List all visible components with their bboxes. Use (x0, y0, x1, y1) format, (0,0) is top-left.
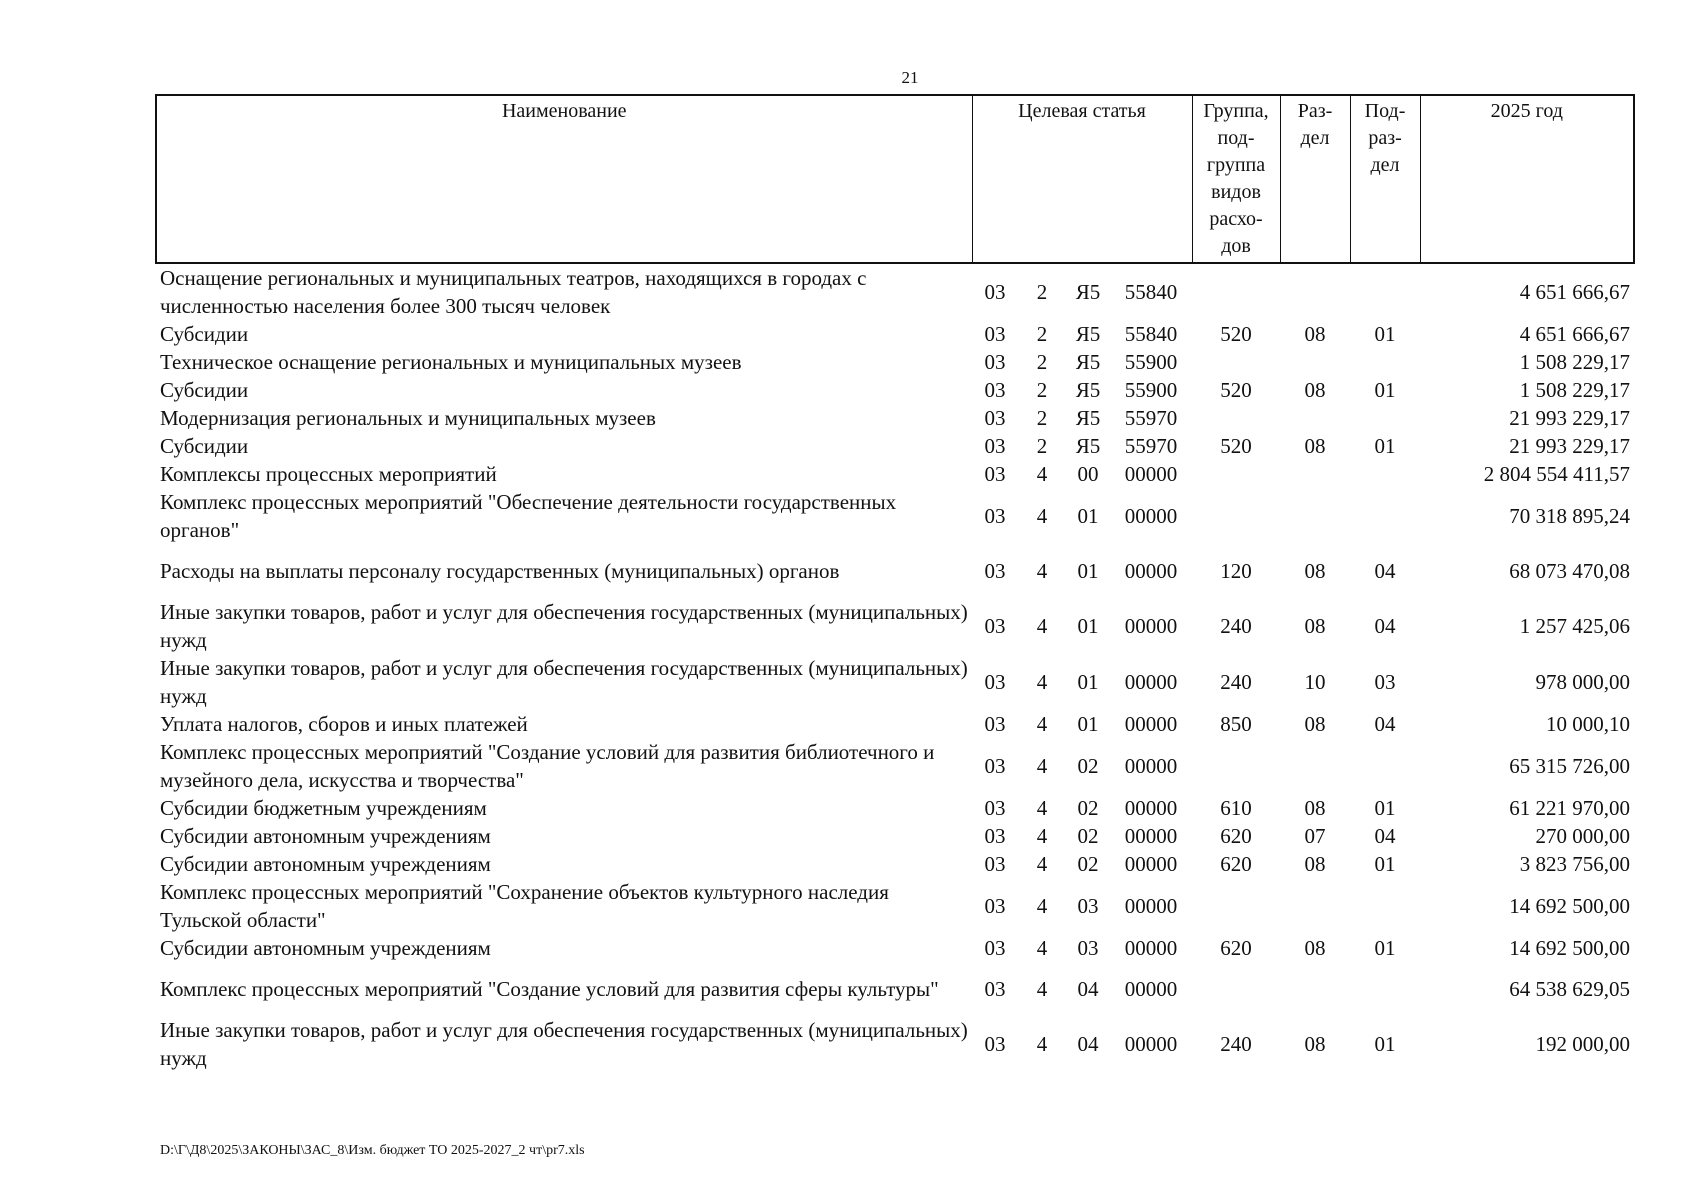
row-expense-group (1192, 962, 1280, 1016)
row-target-direction: 00000 (1124, 852, 1178, 876)
row-section: 08 (1304, 1032, 1326, 1056)
row-subsection: 04 (1374, 614, 1396, 638)
row-target-project: Я5 (1075, 378, 1101, 402)
row-target-project: 01 (1077, 559, 1099, 583)
row-subsection: 04 (1374, 712, 1396, 736)
row-subsection: 04 (1374, 824, 1396, 848)
row-section: 08 (1304, 614, 1326, 638)
row-name: Комплекс процессных мероприятий "Создание условий для развития сферы культуры" (160, 977, 939, 1001)
table-row (156, 1016, 1634, 1072)
row-subsection: 04 (1374, 559, 1396, 583)
row-section: 08 (1304, 796, 1326, 820)
table-row (156, 460, 1634, 488)
row-name: Иные закупки товаров, работ и услуг для обеспечения государственных (муниципальных) нужд (160, 600, 968, 652)
row-name: Иные закупки товаров, работ и услуг для обеспечения государственных (муниципальных) нужд (160, 656, 968, 708)
header-year: 2025 год (1420, 95, 1634, 263)
row-target-direction: 55840 (1124, 322, 1178, 346)
row-target-subprogram: 2 (1036, 434, 1048, 458)
table-row (156, 544, 1634, 598)
row-amount: 70 318 895,24 (1509, 504, 1631, 528)
row-target-subprogram: 4 (1036, 936, 1048, 960)
row-target-project: 01 (1077, 504, 1099, 528)
row-expense-group: 240 (1220, 1032, 1252, 1056)
row-target-direction: 00000 (1124, 796, 1178, 820)
row-amount: 21 993 229,17 (1509, 406, 1631, 430)
table-row (156, 376, 1634, 404)
row-target-project: Я5 (1075, 280, 1101, 304)
row-subsection (1350, 348, 1420, 376)
row-target-program: 03 (984, 462, 1006, 486)
row-section: 10 (1304, 670, 1326, 694)
row-name: Субсидии автономным учреждениям (160, 852, 491, 876)
row-target-project: 03 (1077, 936, 1099, 960)
budget-table (155, 94, 1635, 1072)
row-amount: 3 823 756,00 (1519, 852, 1631, 876)
row-target-project: 01 (1077, 712, 1099, 736)
row-target-direction: 00000 (1124, 670, 1178, 694)
row-amount: 14 692 500,00 (1509, 936, 1631, 960)
row-target-subprogram: 2 (1036, 350, 1048, 374)
row-target-project: Я5 (1075, 406, 1101, 430)
row-section (1280, 488, 1350, 544)
row-target-project: 04 (1077, 977, 1099, 1001)
row-subsection (1350, 738, 1420, 794)
table-row (156, 878, 1634, 934)
row-target-project: 00 (1077, 462, 1099, 486)
row-target-program: 03 (984, 1032, 1006, 1056)
row-section: 08 (1304, 852, 1326, 876)
row-subsection (1350, 878, 1420, 934)
row-subsection (1350, 488, 1420, 544)
table-row (156, 794, 1634, 822)
row-target-program: 03 (984, 378, 1006, 402)
header-target: Целевая статья (972, 95, 1192, 263)
row-name: Комплекс процессных мероприятий "Создание условий для развития библиотечного и музейного дела, искусства и творчества" (160, 740, 935, 792)
header-group: Группа, под- группа видов расхо- дов (1192, 95, 1280, 263)
row-name: Уплата налогов, сборов и иных платежей (160, 712, 528, 736)
table-body (156, 263, 1634, 1072)
row-expense-group (1192, 404, 1280, 432)
row-expense-group: 240 (1220, 670, 1252, 694)
row-subsection: 01 (1374, 796, 1396, 820)
row-target-subprogram: 4 (1036, 894, 1048, 918)
row-name: Оснащение региональных и муниципальных театров, находящихся в городах с численностью населения более 300 тысяч человек (160, 266, 867, 318)
row-name: Субсидии автономным учреждениям (160, 824, 491, 848)
row-name: Комплекс процессных мероприятий "Обеспечение деятельности государственных органов" (160, 490, 897, 542)
row-target-direction: 00000 (1124, 936, 1178, 960)
row-expense-group: 520 (1220, 322, 1252, 346)
row-amount: 270 000,00 (1535, 824, 1631, 848)
row-expense-group: 610 (1220, 796, 1252, 820)
row-amount: 1 257 425,06 (1519, 614, 1631, 638)
row-target-subprogram: 4 (1036, 1032, 1048, 1056)
row-amount: 68 073 470,08 (1509, 559, 1631, 583)
row-amount: 14 692 500,00 (1509, 894, 1631, 918)
row-target-program: 03 (984, 406, 1006, 430)
table-row (156, 962, 1634, 1016)
row-name: Техническое оснащение региональных и муниципальных музеев (160, 350, 742, 374)
row-subsection: 01 (1374, 378, 1396, 402)
row-target-subprogram: 4 (1036, 559, 1048, 583)
row-section: 08 (1304, 322, 1326, 346)
table-row (156, 320, 1634, 348)
row-target-direction: 00000 (1124, 977, 1178, 1001)
row-target-subprogram: 4 (1036, 462, 1048, 486)
row-target-program: 03 (984, 936, 1006, 960)
row-expense-group: 620 (1220, 852, 1252, 876)
row-amount: 192 000,00 (1535, 1032, 1631, 1056)
row-amount: 64 538 629,05 (1509, 977, 1631, 1001)
row-target-direction: 55840 (1124, 280, 1178, 304)
row-expense-group: 620 (1220, 936, 1252, 960)
row-expense-group (1192, 878, 1280, 934)
row-target-project: 02 (1077, 852, 1099, 876)
file-path-footer: D:\Г\Д8\2025\ЗАКОНЫ\ЗАС_8\Изм. бюджет ТО 2025-2027_2 чт\pr7.xls (160, 1143, 585, 1158)
row-section (1280, 878, 1350, 934)
row-section: 08 (1304, 936, 1326, 960)
row-expense-group (1192, 263, 1280, 320)
row-name: Расходы на выплаты персоналу государственных (муниципальных) органов (160, 559, 840, 583)
row-target-program: 03 (984, 796, 1006, 820)
table-row (156, 348, 1634, 376)
row-target-subprogram: 4 (1036, 504, 1048, 528)
row-section (1280, 263, 1350, 320)
row-section: 08 (1304, 434, 1326, 458)
row-section (1280, 460, 1350, 488)
row-section: 08 (1304, 378, 1326, 402)
table-row (156, 654, 1634, 710)
row-subsection (1350, 263, 1420, 320)
row-name: Модернизация региональных и муниципальных музеев (160, 406, 656, 430)
row-amount: 4 651 666,67 (1519, 280, 1631, 304)
row-expense-group (1192, 460, 1280, 488)
row-subsection (1350, 962, 1420, 1016)
row-target-direction: 00000 (1124, 754, 1178, 778)
row-target-program: 03 (984, 824, 1006, 848)
row-amount: 2 804 554 411,57 (1483, 462, 1631, 486)
row-target-direction: 00000 (1124, 614, 1178, 638)
row-section (1280, 962, 1350, 1016)
row-target-direction: 00000 (1124, 1032, 1178, 1056)
row-target-direction: 55900 (1124, 378, 1178, 402)
row-target-program: 03 (984, 434, 1006, 458)
row-subsection: 01 (1374, 936, 1396, 960)
row-target-project: Я5 (1075, 434, 1101, 458)
row-amount: 10 000,10 (1546, 712, 1631, 736)
table-row (156, 404, 1634, 432)
row-expense-group (1192, 488, 1280, 544)
row-target-program: 03 (984, 894, 1006, 918)
row-target-project: 02 (1077, 754, 1099, 778)
row-expense-group (1192, 348, 1280, 376)
row-name: Субсидии (160, 434, 249, 458)
row-target-project: Я5 (1075, 350, 1101, 374)
row-subsection: 01 (1374, 852, 1396, 876)
row-amount: 65 315 726,00 (1509, 754, 1631, 778)
row-expense-group: 620 (1220, 824, 1252, 848)
table-row (156, 934, 1634, 962)
row-subsection: 03 (1374, 670, 1396, 694)
row-target-direction: 00000 (1124, 824, 1178, 848)
row-target-subprogram: 4 (1036, 754, 1048, 778)
row-name: Комплексы процессных мероприятий (160, 462, 497, 486)
row-expense-group (1192, 738, 1280, 794)
row-target-direction: 00000 (1124, 462, 1178, 486)
row-target-project: 03 (1077, 894, 1099, 918)
table-row (156, 488, 1634, 544)
table-row (156, 850, 1634, 878)
row-target-direction: 00000 (1124, 712, 1178, 736)
row-amount: 978 000,00 (1535, 670, 1631, 694)
row-target-direction: 55970 (1124, 434, 1178, 458)
page-number: 21 (901, 68, 919, 87)
row-target-subprogram: 4 (1036, 712, 1048, 736)
row-target-program: 03 (984, 670, 1006, 694)
row-target-project: 02 (1077, 796, 1099, 820)
table-row (156, 432, 1634, 460)
row-target-subprogram: 2 (1036, 406, 1048, 430)
row-target-direction: 55970 (1124, 406, 1178, 430)
table-row (156, 738, 1634, 794)
row-target-subprogram: 2 (1036, 322, 1048, 346)
row-section: 07 (1304, 824, 1326, 848)
row-target-project: 04 (1077, 1032, 1099, 1056)
header-subsection: Под- раз- дел (1350, 95, 1420, 263)
row-name: Субсидии бюджетным учреждениям (160, 796, 487, 820)
row-amount: 1 508 229,17 (1519, 378, 1631, 402)
row-subsection: 01 (1374, 434, 1396, 458)
table-row (156, 822, 1634, 850)
row-expense-group: 120 (1220, 559, 1252, 583)
row-target-subprogram: 4 (1036, 670, 1048, 694)
row-target-project: 01 (1077, 614, 1099, 638)
row-target-program: 03 (984, 322, 1006, 346)
row-amount: 61 221 970,00 (1509, 796, 1631, 820)
table-row (156, 598, 1634, 654)
row-target-program: 03 (984, 712, 1006, 736)
row-target-program: 03 (984, 852, 1006, 876)
row-target-project: 01 (1077, 670, 1099, 694)
row-subsection (1350, 460, 1420, 488)
row-subsection: 01 (1374, 1032, 1396, 1056)
row-expense-group: 240 (1220, 614, 1252, 638)
row-name: Субсидии (160, 378, 249, 402)
budget-table-container (155, 94, 1633, 1072)
row-subsection: 01 (1374, 322, 1396, 346)
row-amount: 1 508 229,17 (1519, 350, 1631, 374)
row-target-program: 03 (984, 504, 1006, 528)
row-target-program: 03 (984, 559, 1006, 583)
row-target-subprogram: 4 (1036, 852, 1048, 876)
row-section (1280, 348, 1350, 376)
table-header-row (156, 95, 1634, 263)
row-target-subprogram: 4 (1036, 614, 1048, 638)
row-target-subprogram: 4 (1036, 824, 1048, 848)
row-target-program: 03 (984, 754, 1006, 778)
header-section: Раз- дел (1280, 95, 1350, 263)
row-target-direction: 00000 (1124, 894, 1178, 918)
row-amount: 21 993 229,17 (1509, 434, 1631, 458)
row-target-subprogram: 2 (1036, 378, 1048, 402)
row-amount: 4 651 666,67 (1519, 322, 1631, 346)
row-name: Субсидии (160, 322, 249, 346)
row-expense-group: 520 (1220, 434, 1252, 458)
row-target-program: 03 (984, 977, 1006, 1001)
header-name: Наименование (156, 95, 972, 263)
row-subsection (1350, 404, 1420, 432)
row-target-subprogram: 2 (1036, 280, 1048, 304)
row-name: Комплекс процессных мероприятий "Сохранение объектов культурного наследия Тульской области" (160, 880, 889, 932)
row-target-direction: 00000 (1124, 559, 1178, 583)
row-target-program: 03 (984, 614, 1006, 638)
row-name: Иные закупки товаров, работ и услуг для обеспечения государственных (муниципальных) нужд (160, 1018, 968, 1070)
row-target-program: 03 (984, 350, 1006, 374)
row-expense-group: 850 (1220, 712, 1252, 736)
row-expense-group: 520 (1220, 378, 1252, 402)
row-target-project: Я5 (1075, 322, 1101, 346)
row-section (1280, 404, 1350, 432)
row-target-subprogram: 4 (1036, 796, 1048, 820)
row-target-project: 02 (1077, 824, 1099, 848)
row-target-program: 03 (984, 280, 1006, 304)
row-target-subprogram: 4 (1036, 977, 1048, 1001)
row-target-direction: 00000 (1124, 504, 1178, 528)
table-row (156, 710, 1634, 738)
row-section (1280, 738, 1350, 794)
table-row (156, 263, 1634, 320)
row-section: 08 (1304, 559, 1326, 583)
row-name: Субсидии автономным учреждениям (160, 936, 491, 960)
row-target-direction: 55900 (1124, 350, 1178, 374)
row-section: 08 (1304, 712, 1326, 736)
